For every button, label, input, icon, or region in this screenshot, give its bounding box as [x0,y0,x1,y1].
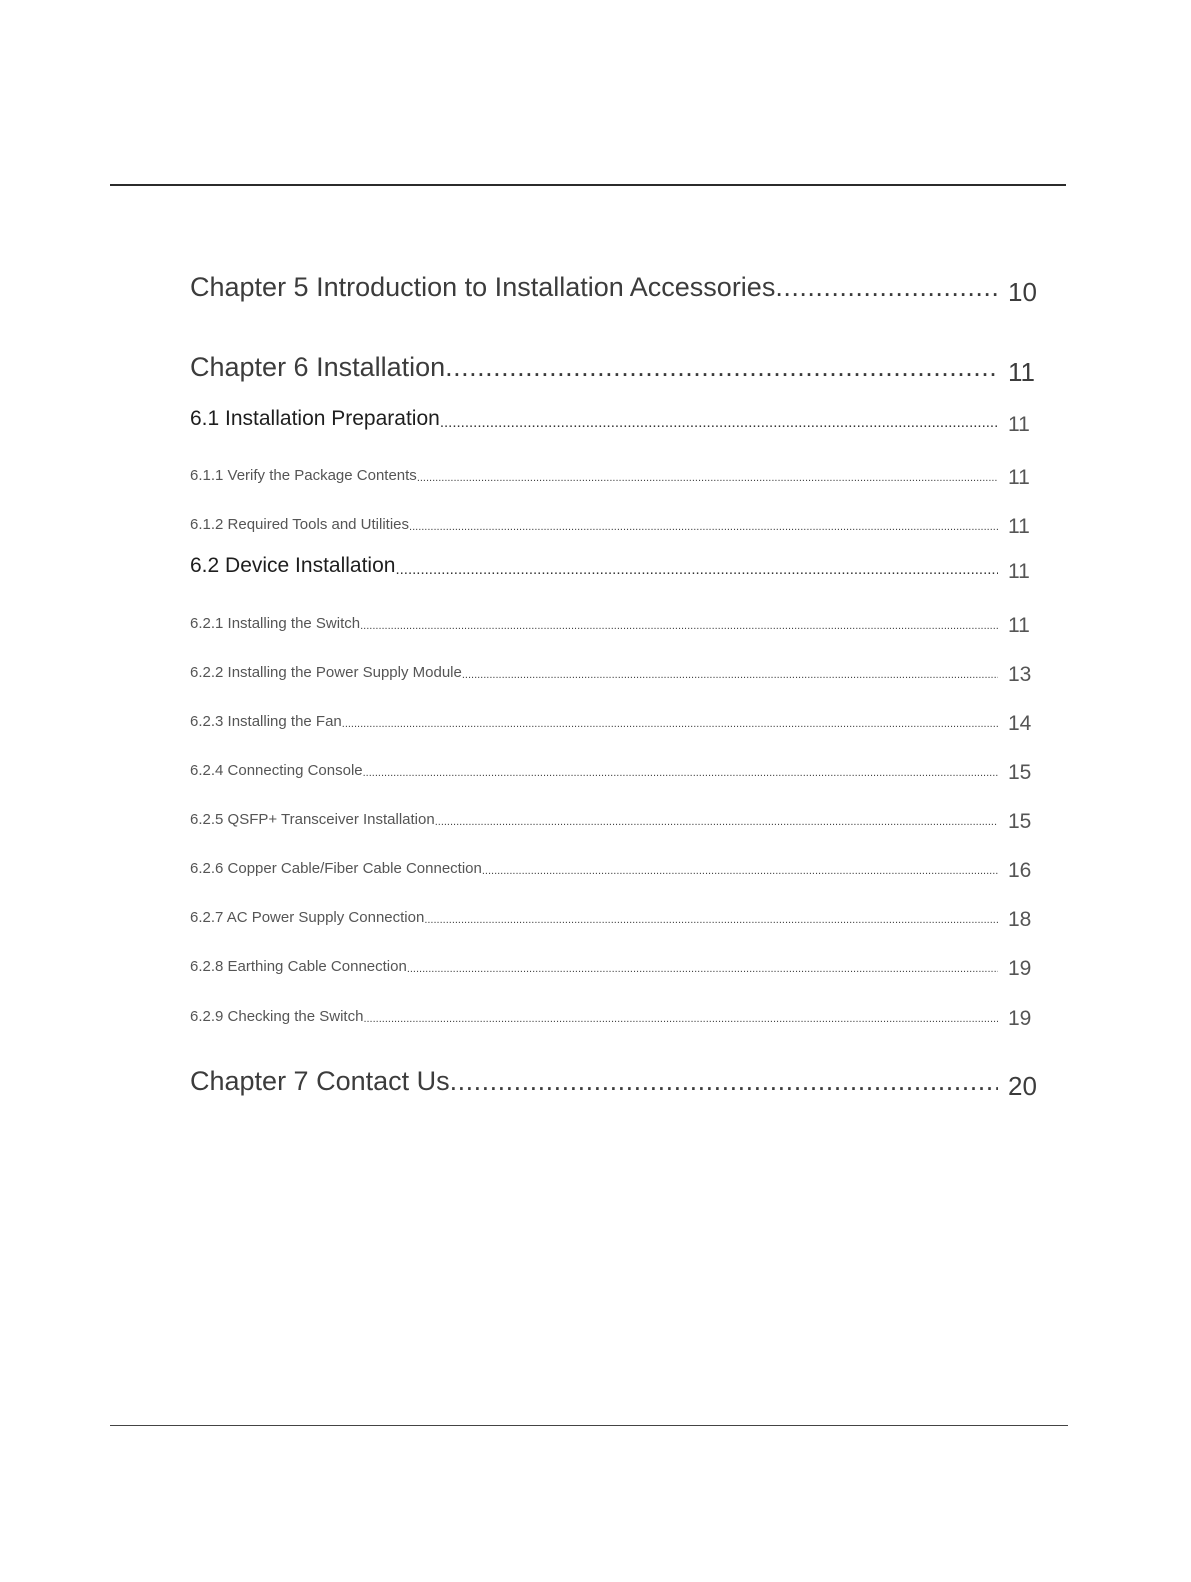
toc-entry-chapter-5[interactable] [190,272,1040,307]
toc-entry-6-2-5[interactable] [190,804,1040,833]
dot-leader [407,963,998,975]
toc-entry-label: 6.2.4 Connecting Console [190,762,363,779]
dot-leader [360,620,998,632]
dot-leader [417,472,998,484]
toc-entry-6-1-2[interactable] [190,509,1040,538]
toc-entry-chapter-6[interactable] [190,352,1040,387]
toc-entry-6-2-7[interactable] [190,902,1040,931]
toc-entry-page: 10 [1008,277,1037,307]
dot-leader [409,521,998,533]
toc-entry-label: 6.2.3 Installing the Fan [190,713,342,730]
toc-entry-page: 11 [1008,413,1030,436]
toc-entry-label: 6.2 Device Installation [190,554,396,577]
toc-entry-6-2-9[interactable] [190,1001,1040,1030]
toc-entry-label: 6.2.7 AC Power Supply Connection [190,909,425,926]
toc-entry-page: 13 [1008,663,1032,686]
toc-entry-label: 6.2.9 Checking the Switch [190,1008,364,1025]
dot-leader [395,561,998,578]
toc-entry-label: 6.2.6 Copper Cable/Fiber Cable Connection [190,860,482,877]
toc-entry-label: 6.1.2 Required Tools and Utilities [190,516,410,533]
toc-entry-page: 11 [1008,466,1030,489]
toc-entry-page: 19 [1008,1007,1032,1030]
toc-entry-6-1[interactable] [190,407,1040,436]
toc-entry-6-1-1[interactable] [190,460,1040,489]
dot-leader [342,718,998,730]
toc-entry-page: 19 [1008,957,1032,980]
toc-entry-6-2-1[interactable] [190,608,1040,637]
dot-leader [445,352,998,383]
dot-leader [462,669,998,681]
toc-entry-page: 15 [1008,810,1032,833]
toc-entry-label: Chapter 5 Introduction to Installation Accessories [190,272,776,302]
toc-entry-page: 18 [1008,908,1032,931]
toc-entry-page: 16 [1008,859,1032,882]
dot-leader [435,816,998,828]
dot-leader [424,914,998,926]
toc-entry-label: 6.2.5 QSFP+ Transceiver Installation [190,811,435,828]
toc-entry-6-2-2[interactable] [190,657,1040,686]
toc-entry-label: 6.2.2 Installing the Power Supply Module [190,664,462,681]
header-rule [110,184,1066,186]
toc-entry-page: 15 [1008,761,1032,784]
toc-entry-label: 6.2.1 Installing the Switch [190,615,361,632]
toc-entry-6-2-6[interactable] [190,853,1040,882]
dot-leader [482,865,998,877]
toc-entry-page: 11 [1008,515,1030,538]
toc-entry-6-2[interactable] [190,554,1040,583]
toc-entry-label: Chapter 6 Installation [190,352,446,382]
toc-entry-label: 6.1 Installation Preparation [190,407,440,430]
toc-entry-label: 6.1.1 Verify the Package Contents [190,467,417,484]
toc-entry-page: 14 [1008,712,1032,735]
toc-entry-label: 6.2.8 Earthing Cable Connection [190,958,407,975]
toc-entry-page: 20 [1008,1071,1037,1101]
toc-entry-page: 11 [1008,357,1035,387]
dot-leader [450,1066,998,1097]
toc-entry-chapter-7[interactable] [190,1066,1040,1101]
toc-entry-page: 11 [1008,614,1030,637]
dot-leader [363,1013,998,1025]
toc-entry-6-2-3[interactable] [190,706,1040,735]
toc-entry-label: Chapter 7 Contact Us [190,1066,450,1096]
toc-entry-6-2-4[interactable] [190,755,1040,784]
toc-entry-6-2-8[interactable] [190,951,1040,980]
dot-leader [440,414,998,431]
toc-entry-page: 11 [1008,560,1030,583]
dot-leader [363,767,998,779]
dot-leader [775,272,998,303]
footer-rule [110,1425,1068,1426]
